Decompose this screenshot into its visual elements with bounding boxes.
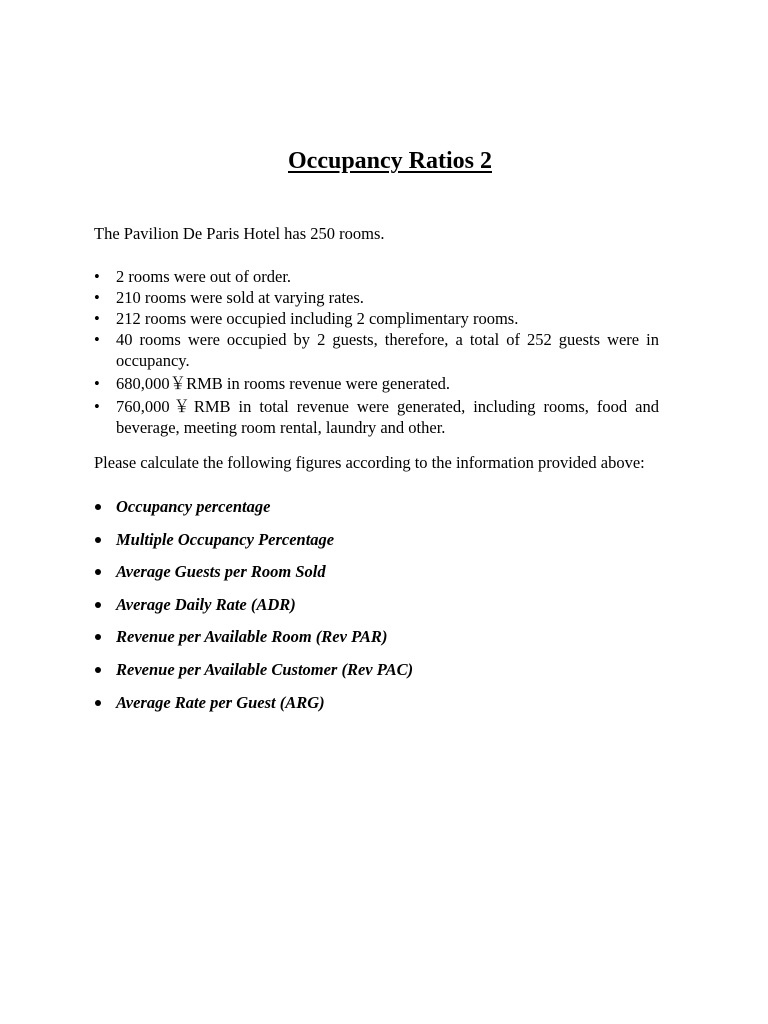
page-title: Occupancy Ratios 2 (288, 148, 492, 174)
bullet-dot-icon (95, 634, 101, 640)
fact-item (94, 329, 659, 371)
bullet-icon: • (94, 374, 100, 393)
task-text: Average Guests per Room Sold (116, 562, 326, 582)
bullet-icon: • (94, 288, 100, 307)
bullet-dot-icon (95, 700, 101, 706)
task-item (94, 594, 413, 627)
fact-text: 210 rooms were sold at varying rates. (116, 288, 364, 307)
instruction-paragraph: Please calculate the following figures according to the information provided above: (94, 453, 645, 472)
fact-item (94, 396, 659, 438)
fact-item (94, 373, 659, 394)
fact-text: 760,000￥RMB in total revenue were generated, including rooms, food and beverage, meeting room rental, laundry and other. (116, 397, 659, 437)
bullet-icon: • (94, 309, 100, 328)
task-item (94, 561, 413, 594)
fact-text: 680,000￥RMB in rooms revenue were generated. (116, 374, 451, 393)
bullet-dot-icon (95, 667, 101, 673)
task-text: Average Daily Rate (ADR) (116, 594, 296, 614)
bullet-dot-icon (95, 569, 101, 575)
task-item (94, 529, 413, 562)
bullet-icon: • (94, 397, 100, 416)
bullet-icon: • (94, 330, 100, 349)
tasks-list (94, 496, 413, 724)
task-item (94, 659, 413, 692)
task-item (94, 692, 413, 725)
task-text: Multiple Occupancy Percentage (116, 529, 335, 549)
intro-paragraph: The Pavilion De Paris Hotel has 250 rooms. (94, 224, 385, 243)
bullet-dot-icon (95, 504, 101, 510)
fact-item (94, 266, 659, 287)
fact-item (94, 287, 659, 308)
fact-item (94, 308, 659, 329)
task-item (94, 626, 413, 659)
bullet-dot-icon (95, 602, 101, 608)
facts-list (94, 266, 659, 438)
task-text: Average Rate per Guest (ARG) (116, 692, 325, 712)
fact-text: 40 rooms were occupied by 2 guests, therefore, a total of 252 guests were in occupancy. (116, 330, 659, 370)
bullet-icon: • (94, 267, 100, 286)
task-text: Revenue per Available Room (Rev PAR) (116, 627, 388, 647)
task-item (94, 496, 413, 529)
task-text: Revenue per Available Customer (Rev PAC) (116, 659, 414, 679)
task-text: Occupancy percentage (116, 497, 271, 516)
bullet-dot-icon (95, 537, 101, 543)
fact-text: 212 rooms were occupied including 2 complimentary rooms. (116, 309, 519, 328)
fact-text: 2 rooms were out of order. (116, 267, 292, 286)
